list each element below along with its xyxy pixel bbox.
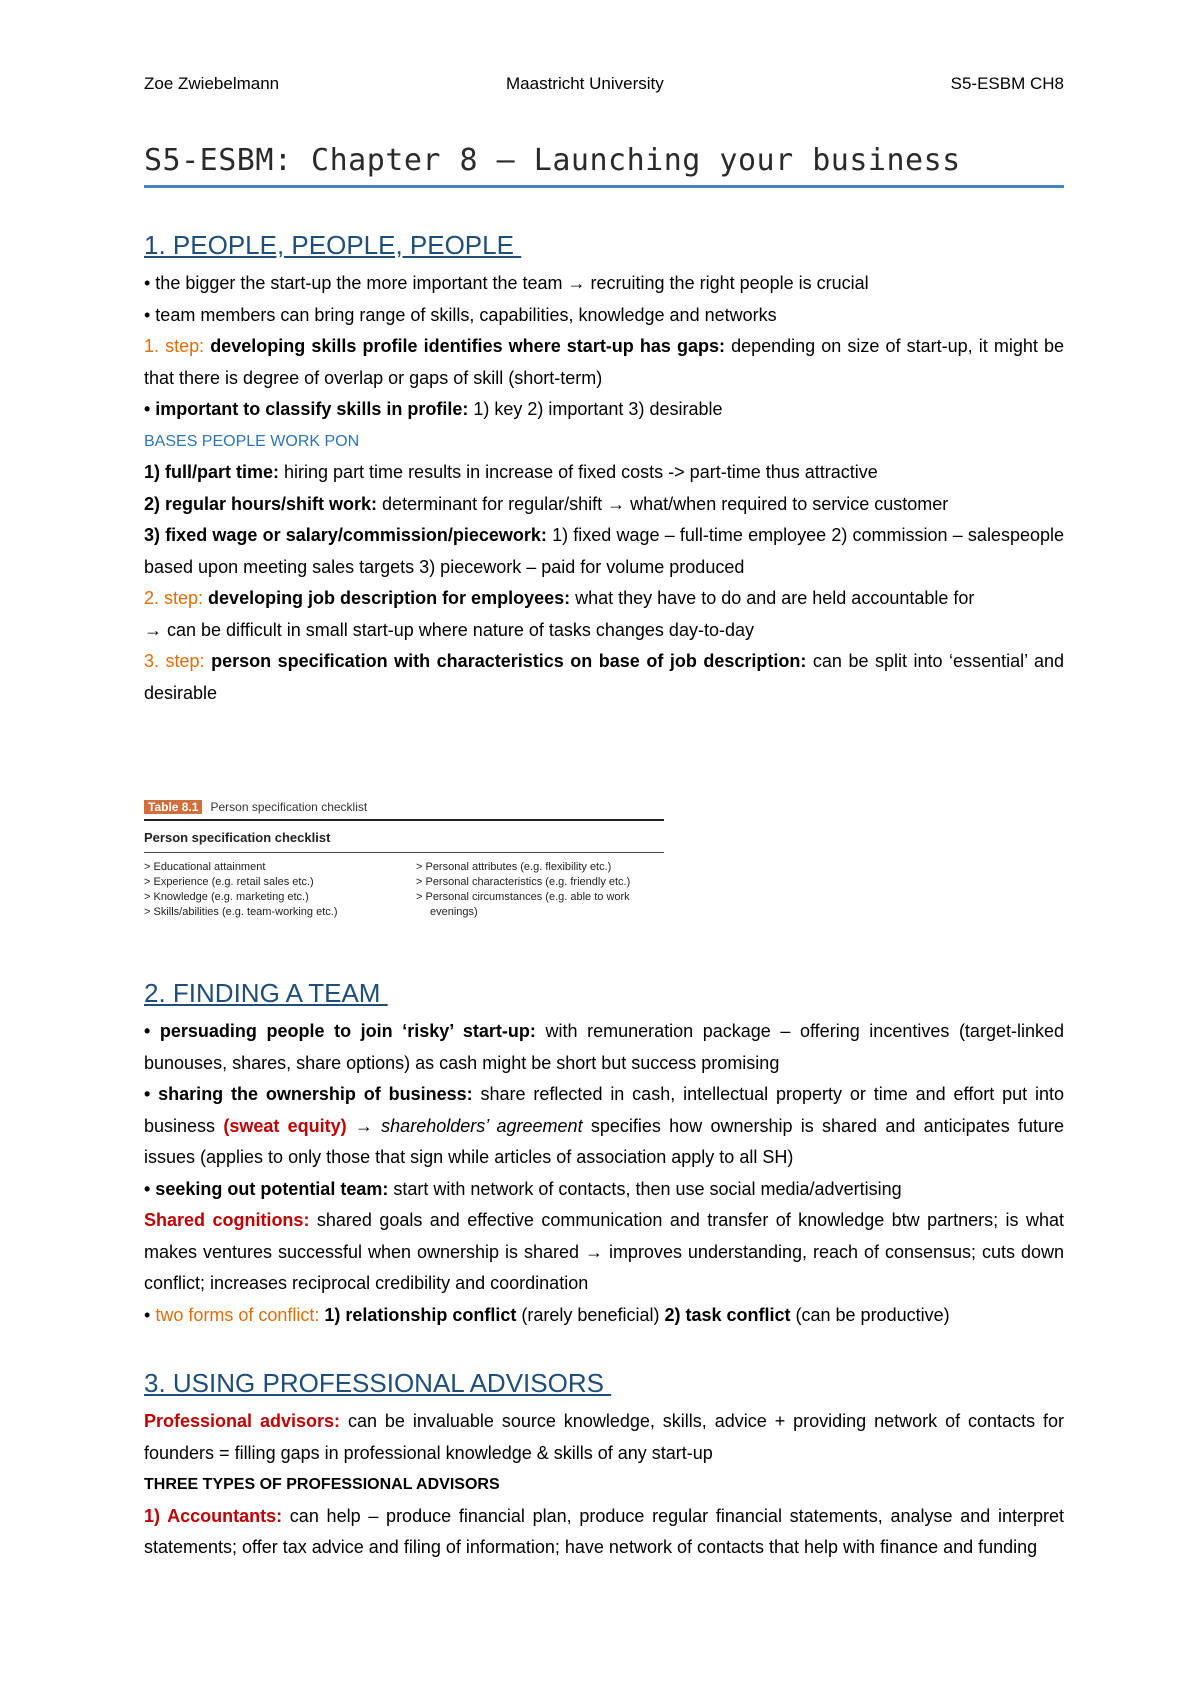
seeking-team-bold: • seeking out potential team: <box>144 1178 389 1199</box>
full-part-time <box>144 457 1064 489</box>
table-column-1 <box>144 860 404 920</box>
step-1-bold: developing skills profile identifies where start-up has gaps: <box>210 336 726 356</box>
shared-cognitions-label: Shared cognitions: <box>144 1210 310 1230</box>
step-2 <box>144 583 1064 615</box>
bullet-team-skills: • team members can bring range of skills, capabilities, knowledge and networks <box>144 304 777 325</box>
table-item: > Knowledge (e.g. marketing etc.) <box>144 891 309 903</box>
accountants <box>144 1501 1064 1564</box>
professional-advisors-text: can be invaluable source knowledge, skills, advice + providing network of contacts for founders = filling gaps in professional knowledge & skills of any start-up <box>144 1411 1065 1463</box>
sharing-ownership-text-2: specifies how ownership is shared and anticipates future issues (applies to only those that sign while articles of association apply to all SH) <box>144 1115 1064 1167</box>
advisor-types-heading: THREE TYPES OF PROFESSIONAL ADVISORS <box>144 1476 500 1493</box>
regular-hours-text: determinant for regular/shift → what/when required to service customer <box>377 493 949 514</box>
step-2-number: 2. step: <box>144 588 209 608</box>
shared-cognitions <box>144 1205 1064 1300</box>
task-conflict-note: (can be productive) <box>790 1304 950 1325</box>
section-2-heading: 2. FINDING A TEAM <box>144 978 388 1008</box>
shared-cognitions-text: shared goals and effective communication and transfer of knowledge btw partners; is what makes ventures successful when ownership is shared → improves understanding, reach of consensus; cuts down conflict; increases reciprocal credibility and coordination <box>144 1210 1064 1293</box>
seeking-team <box>144 1174 1064 1206</box>
person-specification-table <box>144 800 664 930</box>
seeking-team-text: start with network of contacts, then use social media/advertising <box>388 1178 902 1199</box>
step-3 <box>144 646 1064 709</box>
persuading-people <box>144 1016 1064 1079</box>
bullet-classify-skills <box>144 394 1064 426</box>
sharing-ownership <box>144 1079 1064 1174</box>
arrow: → <box>346 1115 382 1136</box>
step-2-text: what they have to do and are held accountable for <box>570 588 975 608</box>
section-3-heading: 3. USING PROFESSIONAL ADVISORS <box>144 1368 612 1398</box>
header-course: S5-ESBM CH8 <box>950 74 1064 93</box>
step-1 <box>144 331 1064 394</box>
accountants-label: 1) Accountants: <box>144 1505 283 1526</box>
section-1-heading: 1. PEOPLE, PEOPLE, PEOPLE <box>144 230 522 260</box>
step-1-text: depending on size of start-up, it might be that there is degree of overlap or gaps of skill (short-term) <box>144 336 1064 388</box>
regular-hours <box>144 489 1064 521</box>
step-3-bold: person specification with characteristics on base of job description: <box>211 651 807 671</box>
sweat-equity: (sweat equity) <box>223 1115 347 1136</box>
table-caption <box>144 800 367 814</box>
classify-skills-bold: • important to classify skills in profile: <box>144 399 469 419</box>
table-item: > Educational attainment <box>144 861 266 873</box>
fixed-wage <box>144 520 1064 583</box>
fixed-wage-bold: 3) fixed wage or salary/commission/piecework: <box>144 525 547 545</box>
table-heading-rule <box>144 852 664 853</box>
persuading-people-bold: • persuading people to join ‘risky’ start-up: <box>144 1021 536 1041</box>
persuading-people-text: with remuneration package – offering incentives (target-linked bunouses, shares, share options) as cash might be short but success promising <box>144 1021 1064 1073</box>
step-3-text: can be split into ‘essential’ and desirable <box>144 651 1064 703</box>
relationship-conflict: 1) relationship conflict <box>319 1304 517 1325</box>
table-item: evenings) <box>430 906 478 918</box>
accountants-text: can help – produce financial plan, produce regular financial statements, analyse and interpret statements; offer tax advice and filing of information; have network of contacts that help with finance and funding <box>144 1505 1065 1557</box>
table-number: Table 8.1 <box>144 800 202 814</box>
title-rule <box>144 185 1064 188</box>
step-1-number: 1. step: <box>144 336 211 356</box>
table-item: > Personal circumstances (e.g. able to work <box>416 891 630 903</box>
table-item: > Experience (e.g. retail sales etc.) <box>144 876 314 888</box>
table-item: > Personal characteristics (e.g. friendly etc.) <box>416 876 631 888</box>
table-top-rule <box>144 819 664 821</box>
shareholders-agreement: shareholders’ agreement <box>381 1115 583 1136</box>
table-item: > Skills/abilities (e.g. team-working etc.) <box>144 906 338 918</box>
sharing-ownership-bold: • sharing the ownership of business: <box>144 1084 473 1104</box>
table-heading: Person specification checklist <box>144 830 331 845</box>
step-2-bold: developing job description for employees: <box>208 588 571 608</box>
bullet: • <box>144 1304 156 1325</box>
section-3-body <box>144 1406 1064 1564</box>
conflict-forms <box>144 1300 1064 1332</box>
table-caption-text: Person specification checklist <box>210 800 368 814</box>
page-header <box>144 74 1064 96</box>
header-author: Zoe Zwiebelmann <box>144 74 280 93</box>
classify-skills-text: 1) key 2) important 3) desirable <box>468 399 723 419</box>
relationship-conflict-note: (rarely beneficial) <box>516 1304 665 1325</box>
table-item: > Personal attributes (e.g. flexibility etc.) <box>416 861 612 873</box>
conflict-forms-label: two forms of conflict: <box>155 1304 320 1325</box>
task-conflict: 2) task conflict <box>664 1304 791 1325</box>
section-1-body <box>144 268 1064 709</box>
sharing-ownership-text: share reflected in cash, intellectual property or time and effort put into business <box>144 1084 1064 1136</box>
section-2-body <box>144 1016 1064 1331</box>
document-title: S5-ESBM: Chapter 8 – Launching your business <box>144 143 961 178</box>
professional-advisors <box>144 1406 1064 1469</box>
bullet-team-importance: • the bigger the start-up the more important the team → recruiting the right people is crucial <box>144 273 869 293</box>
fixed-wage-text: 1) fixed wage – full-time employee 2) commission – salespeople based upon meeting sales targets 3) piecework – paid for volume produced <box>144 525 1065 577</box>
regular-hours-bold: 2) regular hours/shift work: <box>144 493 378 514</box>
step-3-number: 3. step: <box>144 651 212 671</box>
header-university: Maastricht University <box>506 74 664 93</box>
step-2-note: → can be difficult in small start-up where nature of tasks changes day-to-day <box>144 619 754 640</box>
bases-subheading: BASES PEOPLE WORK PON <box>144 432 360 450</box>
full-part-time-bold: 1) full/part time: <box>144 462 280 482</box>
professional-advisors-label: Professional advisors: <box>144 1411 341 1431</box>
table-column-2 <box>416 860 664 920</box>
full-part-time-text: hiring part time results in increase of fixed costs -> part-time thus attractive <box>279 462 878 482</box>
